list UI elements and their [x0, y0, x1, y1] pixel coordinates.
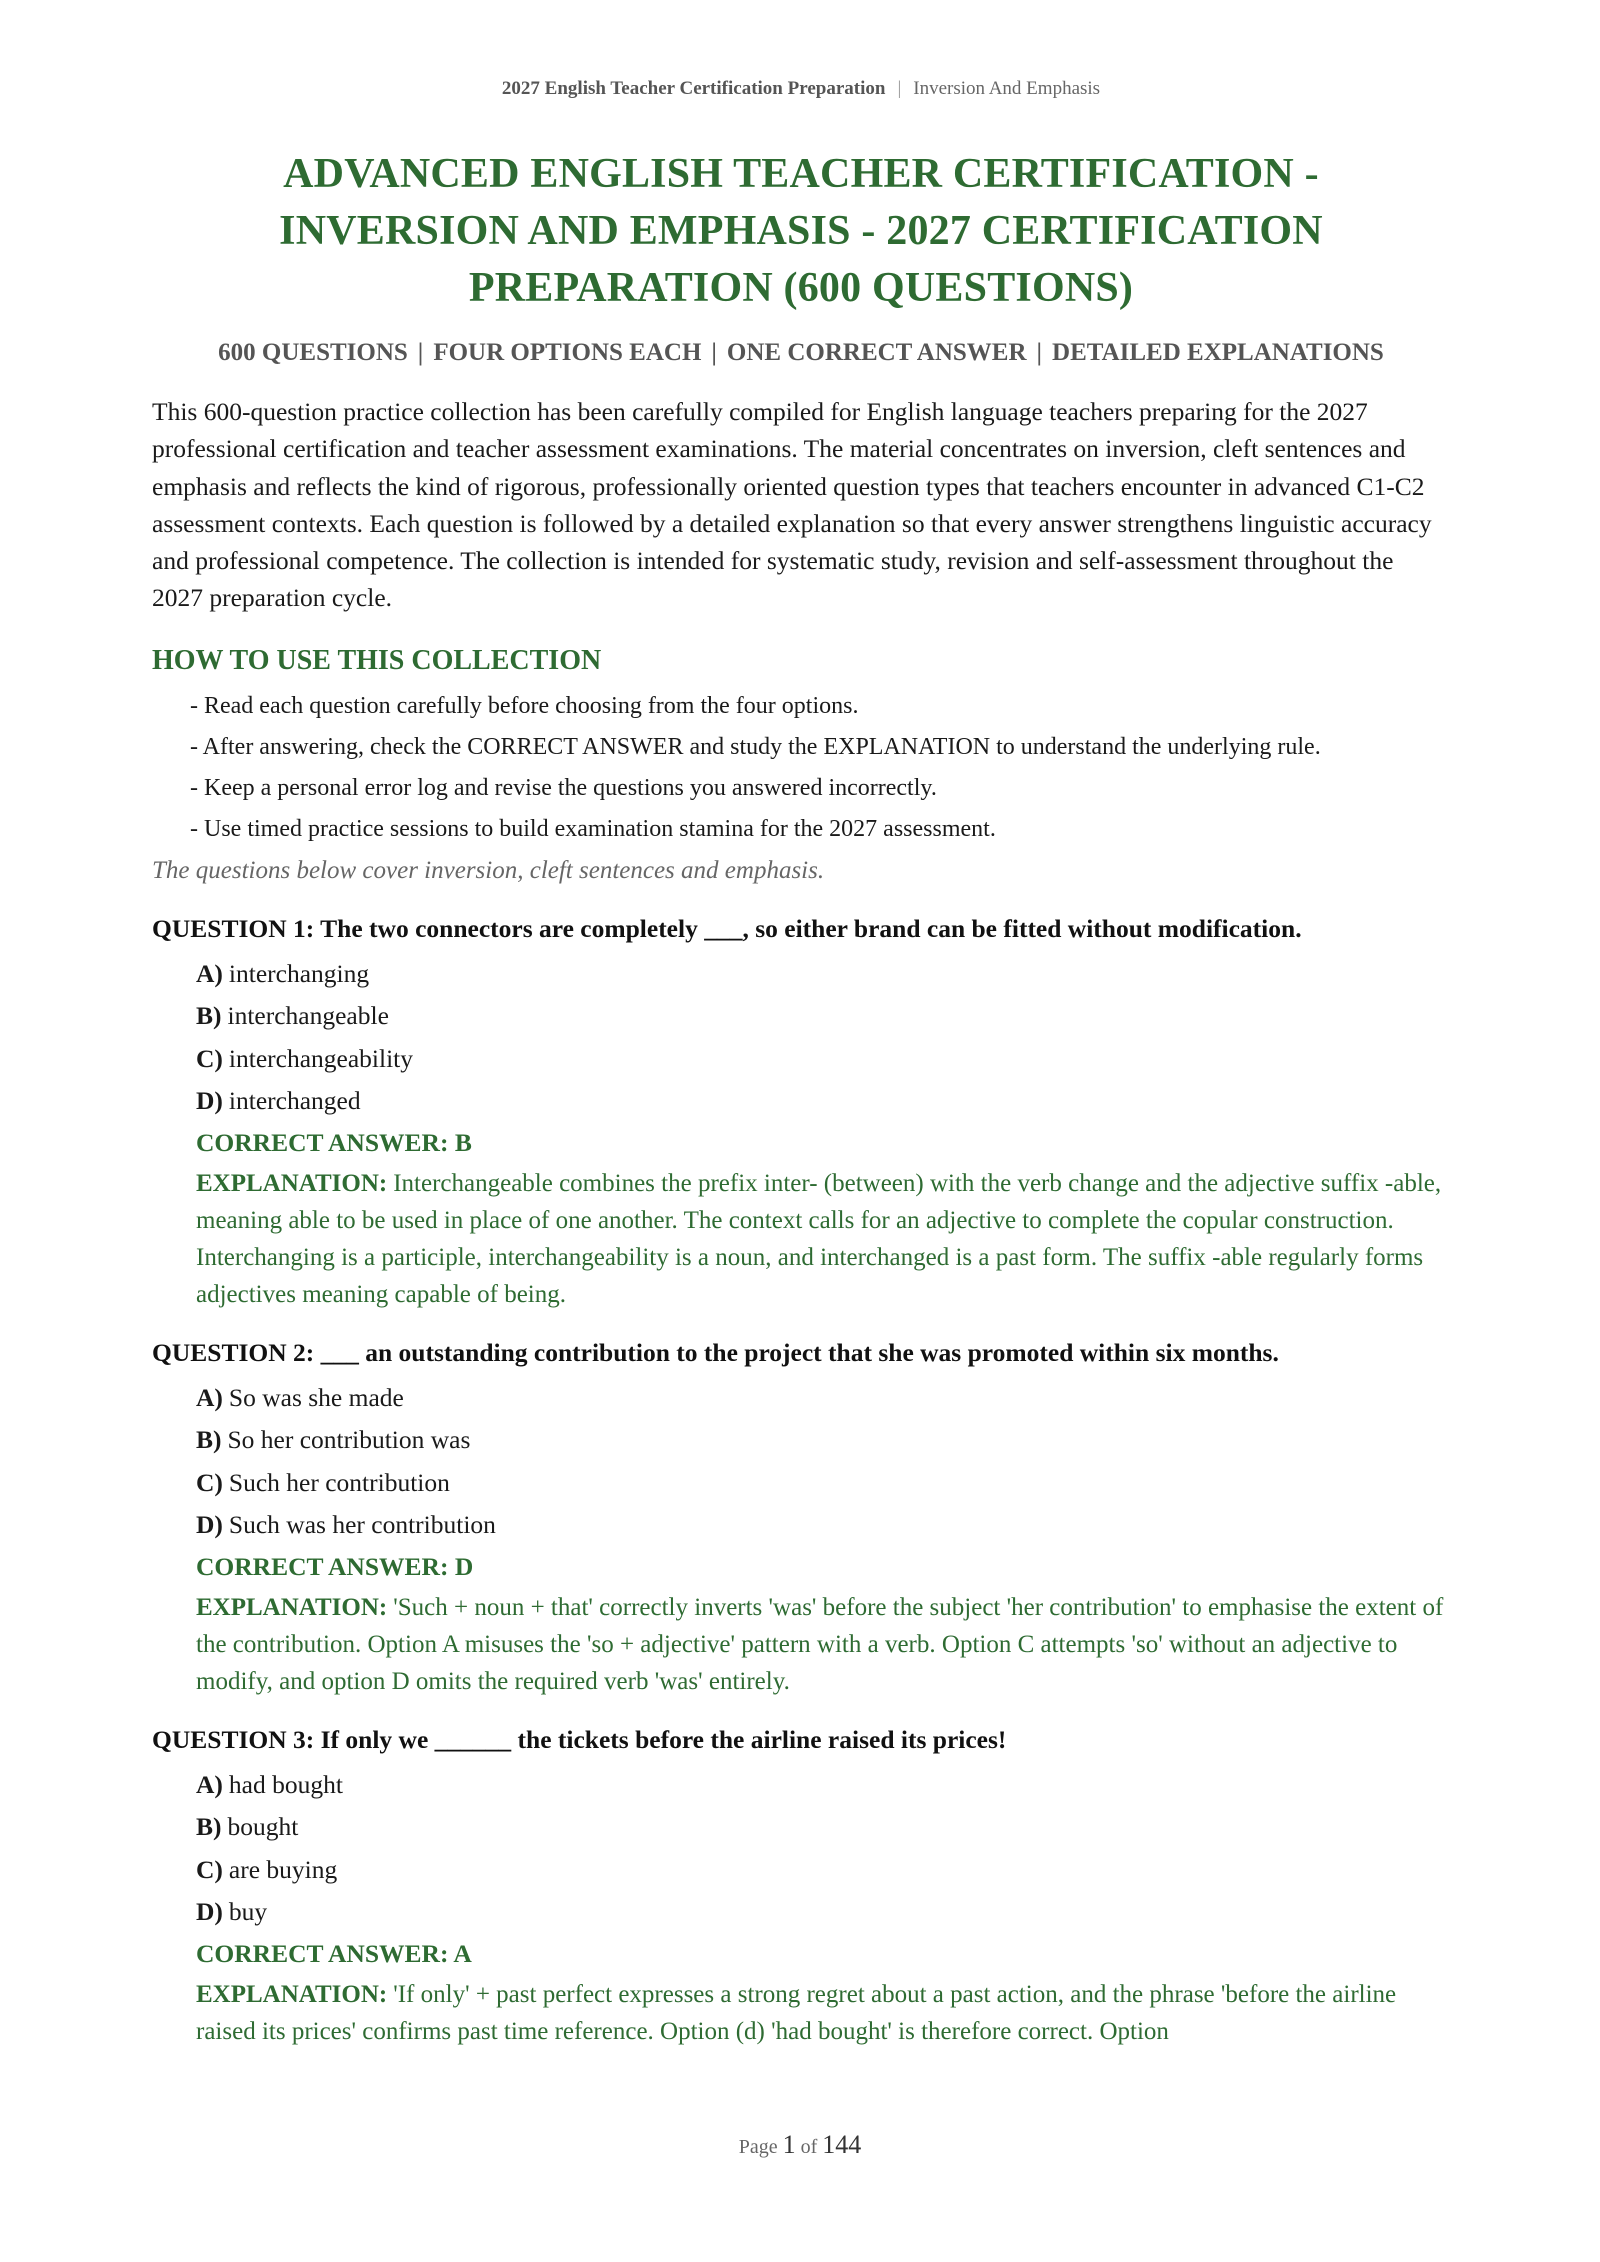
options-list — [152, 1764, 1450, 1934]
question-text: QUESTION 3: If only we ______ the tickets before the airline raised its prices! — [152, 1724, 1007, 1754]
option-item — [196, 1764, 1450, 1807]
option-letter: C) — [196, 1043, 223, 1073]
explanation-text: 'Such + noun + that' correctly inverts 'was' before the subject 'her contribution' to emphasise the extent of the contribution. Option A misuses the 'so + adjective' pattern with a verb. Option C attempts 'so' without an adjective to modify, and option D omits the required verb 'was' entirely. — [196, 1593, 1444, 1695]
meta-separator: | — [1036, 339, 1043, 366]
correct-answer: CORRECT ANSWER: A — [196, 1938, 472, 1968]
meta-separator: | — [711, 339, 717, 366]
option-item — [196, 1504, 1450, 1547]
meta-item: DETAILED EXPLANATIONS — [1052, 339, 1384, 366]
running-header-title: 2027 English Teacher Certification Preparation — [501, 78, 886, 99]
question-text: QUESTION 2: ___ an outstanding contribution to the project that she was promoted within six months. — [152, 1337, 1279, 1367]
option-letter: C) — [196, 1854, 223, 1884]
option-letter: D) — [196, 1510, 223, 1540]
explanation-label: EXPLANATION: — [196, 1980, 388, 2008]
explanation-label: EXPLANATION: — [196, 1169, 388, 1197]
explanation — [152, 1589, 1450, 1700]
correct-answer: CORRECT ANSWER: B — [196, 1127, 472, 1157]
option-item — [196, 953, 1450, 996]
how-to-item: - Read each question carefully before choosing from the four options. — [190, 692, 859, 719]
how-to-item: - After answering, check the CORRECT ANSWER and study the EXPLANATION to understand the underlying rule. — [190, 733, 1321, 760]
meta-separator: | — [417, 339, 424, 366]
option-item — [196, 1462, 1450, 1505]
how-to-heading: HOW TO USE THIS COLLECTION — [152, 644, 602, 676]
explanation-label: EXPLANATION: — [196, 1593, 388, 1621]
explanation-text: 'If only' + past perfect expresses a strong regret about a past action, and the phrase 'before the airline raised its prices' confirms past time reference. Option (d) 'had bought' is therefore correct. Option — [196, 1980, 1397, 2045]
question-block — [152, 911, 1450, 1313]
running-header-topic: Inversion And Emphasis — [913, 78, 1101, 99]
page-footer — [0, 2130, 1600, 2160]
option-letter: A) — [196, 958, 223, 988]
meta-item: 600 QUESTIONS — [218, 339, 408, 366]
option-letter: C) — [196, 1467, 223, 1497]
option-letter: D) — [196, 1086, 223, 1116]
option-text: interchangeability — [228, 1043, 414, 1073]
correct-answer: CORRECT ANSWER: D — [196, 1551, 474, 1581]
option-text: had bought — [228, 1769, 343, 1799]
option-letter: B) — [196, 1812, 222, 1842]
option-text: buy — [228, 1897, 268, 1927]
explanation — [152, 1976, 1450, 2050]
option-item — [196, 1891, 1450, 1934]
option-text: interchangeable — [227, 1001, 389, 1031]
how-to-item: - Use timed practice sessions to build examination stamina for the 2027 assessment. — [190, 815, 996, 842]
page-of-label: of — [800, 2136, 818, 2158]
option-item — [196, 1806, 1450, 1849]
how-to-item: - Keep a personal error log and revise the questions you answered incorrectly. — [190, 774, 937, 801]
option-text: interchanging — [228, 958, 370, 988]
options-list — [152, 953, 1450, 1123]
option-text: So was she made — [228, 1382, 404, 1412]
meta-item: FOUR OPTIONS EACH — [433, 339, 702, 366]
option-item — [196, 1377, 1450, 1420]
option-item — [196, 1080, 1450, 1123]
option-text: Such her contribution — [228, 1467, 450, 1497]
option-letter: D) — [196, 1897, 223, 1927]
option-letter: B) — [196, 1425, 222, 1455]
running-header — [152, 74, 1450, 104]
option-text: interchanged — [228, 1086, 361, 1116]
question-block — [152, 1335, 1450, 1700]
option-item — [196, 1849, 1450, 1892]
coverage-note: The questions below cover inversion, cleft sentences and emphasis. — [152, 856, 825, 884]
how-to-list — [152, 689, 1450, 846]
option-text: Such was her contribution — [228, 1510, 496, 1540]
option-text: bought — [227, 1812, 299, 1842]
explanation-text: Interchangeable combines the prefix inter- (between) with the verb change and the adjective suffix -able, meaning able to be used in place of one another. The context calls for an adjective to complete the copular construction. Interchanging is a participle, interchangeability is a noun, and interchanged is a past form. The suffix -able regularly forms adjectives meaning capable of being. — [196, 1169, 1442, 1308]
option-letter: A) — [196, 1769, 223, 1799]
intro-paragraph: This 600-question practice collection has been carefully compiled for English language teachers preparing for the 2027 professional certification and teacher assessment examinations. The material concentrates on inversion, cleft sentences and emphasis and reflects the kind of rigorous, professionally oriented question types that teachers encounter in advanced C1-C2 assessment contexts. Each question is followed by a detailed explanation so that every answer strengthens linguistic accuracy and professional competence. The collection is intended for systematic study, revision and self-assessment throughout the 2027 preparation cycle. — [152, 397, 1432, 613]
page-total: 144 — [822, 2130, 862, 2159]
option-item — [196, 1038, 1450, 1081]
running-header-separator: | — [897, 78, 902, 99]
meta-line — [152, 339, 1450, 367]
options-list — [152, 1377, 1450, 1547]
option-letter: B) — [196, 1001, 222, 1031]
question-text: QUESTION 1: The two connectors are completely ___, so either brand can be fitted without modification. — [152, 913, 1302, 943]
option-item — [196, 995, 1450, 1038]
page-number: 1 — [782, 2130, 796, 2159]
option-letter: A) — [196, 1382, 223, 1412]
option-text: are buying — [228, 1854, 338, 1884]
page-label: Page — [738, 2136, 778, 2158]
question-block — [152, 1722, 1450, 2050]
option-text: So her contribution was — [227, 1425, 471, 1455]
document-title: ADVANCED ENGLISH TEACHER CERTIFICATION - INVERSION AND EMPHASIS - 2027 CERTIFICATION PREPARATION (600 QUESTIONS) — [279, 151, 1323, 311]
meta-item: ONE CORRECT ANSWER — [726, 339, 1027, 366]
explanation — [152, 1165, 1450, 1313]
option-item — [196, 1419, 1450, 1462]
